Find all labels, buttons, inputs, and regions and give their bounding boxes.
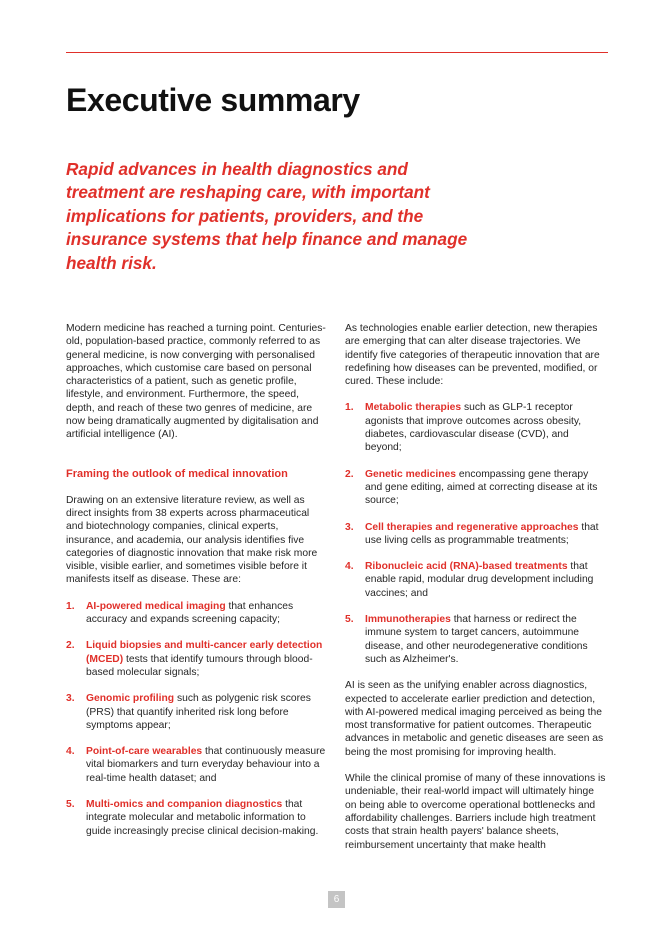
framing-paragraph: Drawing on an extensive literature review, as well as direct insights from 38 experts across pharmaceutical and biotechnology companies, clinical experts, insurance, and academia, our analysis identifies five categories of diagnostic innovation that make risk more visible, visible earlier, and sometimes visible before it manifests itself as disease. These are:: [66, 494, 318, 586]
list-number: 3.: [345, 521, 354, 533]
list-item: [345, 560, 607, 600]
list-item: [345, 613, 607, 666]
lead-paragraph: Rapid advances in health diagnostics and treatment are reshaping care, with important implications for patients, providers, and the insurance systems that help finance and manage health risk.: [66, 159, 468, 273]
list-text: such as polygenic risk scores (PRS) that quantify inherited risk long before symptoms appear;: [86, 693, 311, 731]
intro-paragraph: Modern medicine has reached a turning point. Centuries-old, population-based practice, commonly referred to as general medicine, is now converging with personalised approaches, which customise care based on personal characteristics of a patient, such as genetic profile, lifestyle, and environment. Furthermore, the speed, depth, and reach of these two genres of medicine, are now being dramatically augmented by digitalisation and artificial intelligence (AI).: [66, 323, 326, 441]
list-highlight: Liquid biopsies and multi-cancer early detection (MCED): [86, 640, 323, 665]
list-text: that use living cells as programmable treatments;: [365, 521, 599, 546]
list-number: 2.: [345, 468, 354, 480]
list-highlight: Genomic profiling: [86, 693, 175, 705]
diagnostic-innovations-list: [66, 600, 328, 838]
list-item: [345, 401, 607, 454]
ai-paragraph: AI is seen as the unifying enabler across diagnostics, expected to accelerate earlier prediction and detection, with AI-powered medical imaging perceived as being the most transformative for patient outcomes. Therapeutic advances in metabolic and genetic diseases are seen as being the most promising for improving health.: [345, 680, 604, 758]
list-text: that continuously measure vital biomarkers and turn everyday behaviour into a real-time health dataset; and: [86, 746, 326, 784]
list-text: encompassing gene therapy and gene editing, aimed at correcting disease at its source;: [365, 468, 598, 507]
therapies-intro-paragraph: As technologies enable earlier detection, new therapies are emerging that can alter disease trajectories. We identify five categories of therapeutic innovation that are redefining how diseases can be prevented, modified, or cured. These include:: [345, 323, 600, 388]
page-title: Executive summary: [66, 82, 360, 118]
list-highlight: Multi-omics and companion diagnostics: [86, 799, 283, 811]
list-highlight: Cell therapies and regenerative approaches: [365, 521, 579, 533]
header-rule: [66, 52, 608, 53]
list-item: [66, 692, 328, 732]
section-subheading: Framing the outlook of medical innovation: [66, 467, 288, 480]
list-highlight: Genetic medicines: [365, 468, 456, 480]
therapeutic-innovations-list: [345, 401, 607, 666]
list-number: 5.: [66, 799, 75, 811]
list-highlight: Immunotherapies: [365, 614, 451, 626]
list-text: such as GLP-1 receptor agonists that improve outcomes across obesity, diabetes, cardiovascular disease (CVD), and beyond;: [365, 402, 582, 454]
list-number: 4.: [66, 746, 75, 758]
list-number: 5.: [345, 614, 354, 626]
list-number: 4.: [345, 561, 354, 573]
list-number: 1.: [66, 600, 75, 612]
closing-paragraph: While the clinical promise of many of these innovations is undeniable, their real-world impact will ultimately hinge on being able to overcome operational bottlenecks and affordability challenges. Barriers include high treatment costs that strain health payers' balance sheets, reimbursement uncertainty that make health: [345, 773, 606, 851]
list-text: that integrate molecular and metabolic information to guide increasingly precise clinical decision-making.: [86, 799, 319, 837]
list-text: that harness or redirect the immune system to target cancers, autoimmune disease, and other neurodegenerative conditions such as Alzheimer's.: [365, 614, 588, 665]
list-number: 1.: [345, 402, 354, 414]
list-item: [66, 600, 328, 627]
list-number: 2.: [66, 640, 75, 652]
list-item: [66, 745, 328, 785]
list-item: [345, 521, 607, 548]
page-number-badge: 6: [328, 891, 345, 908]
right-column: [345, 322, 607, 852]
list-item: [66, 639, 328, 679]
list-highlight: Ribonucleic acid (RNA)-based treatments: [365, 561, 568, 573]
list-number: 3.: [66, 693, 75, 705]
list-highlight: Metabolic therapies: [365, 402, 462, 414]
list-text: that enable rapid, modular drug development including vaccines; and: [365, 561, 594, 599]
list-highlight: AI-powered medical imaging: [86, 600, 226, 612]
list-item: [66, 798, 328, 838]
list-item: [345, 468, 607, 508]
list-text: that enhances accuracy and expands screening capacity;: [86, 600, 294, 626]
left-column: [66, 322, 328, 838]
list-highlight: Point-of-care wearables: [86, 746, 203, 758]
list-text: tests that identify tumours through blood-based molecular signals;: [86, 653, 313, 678]
